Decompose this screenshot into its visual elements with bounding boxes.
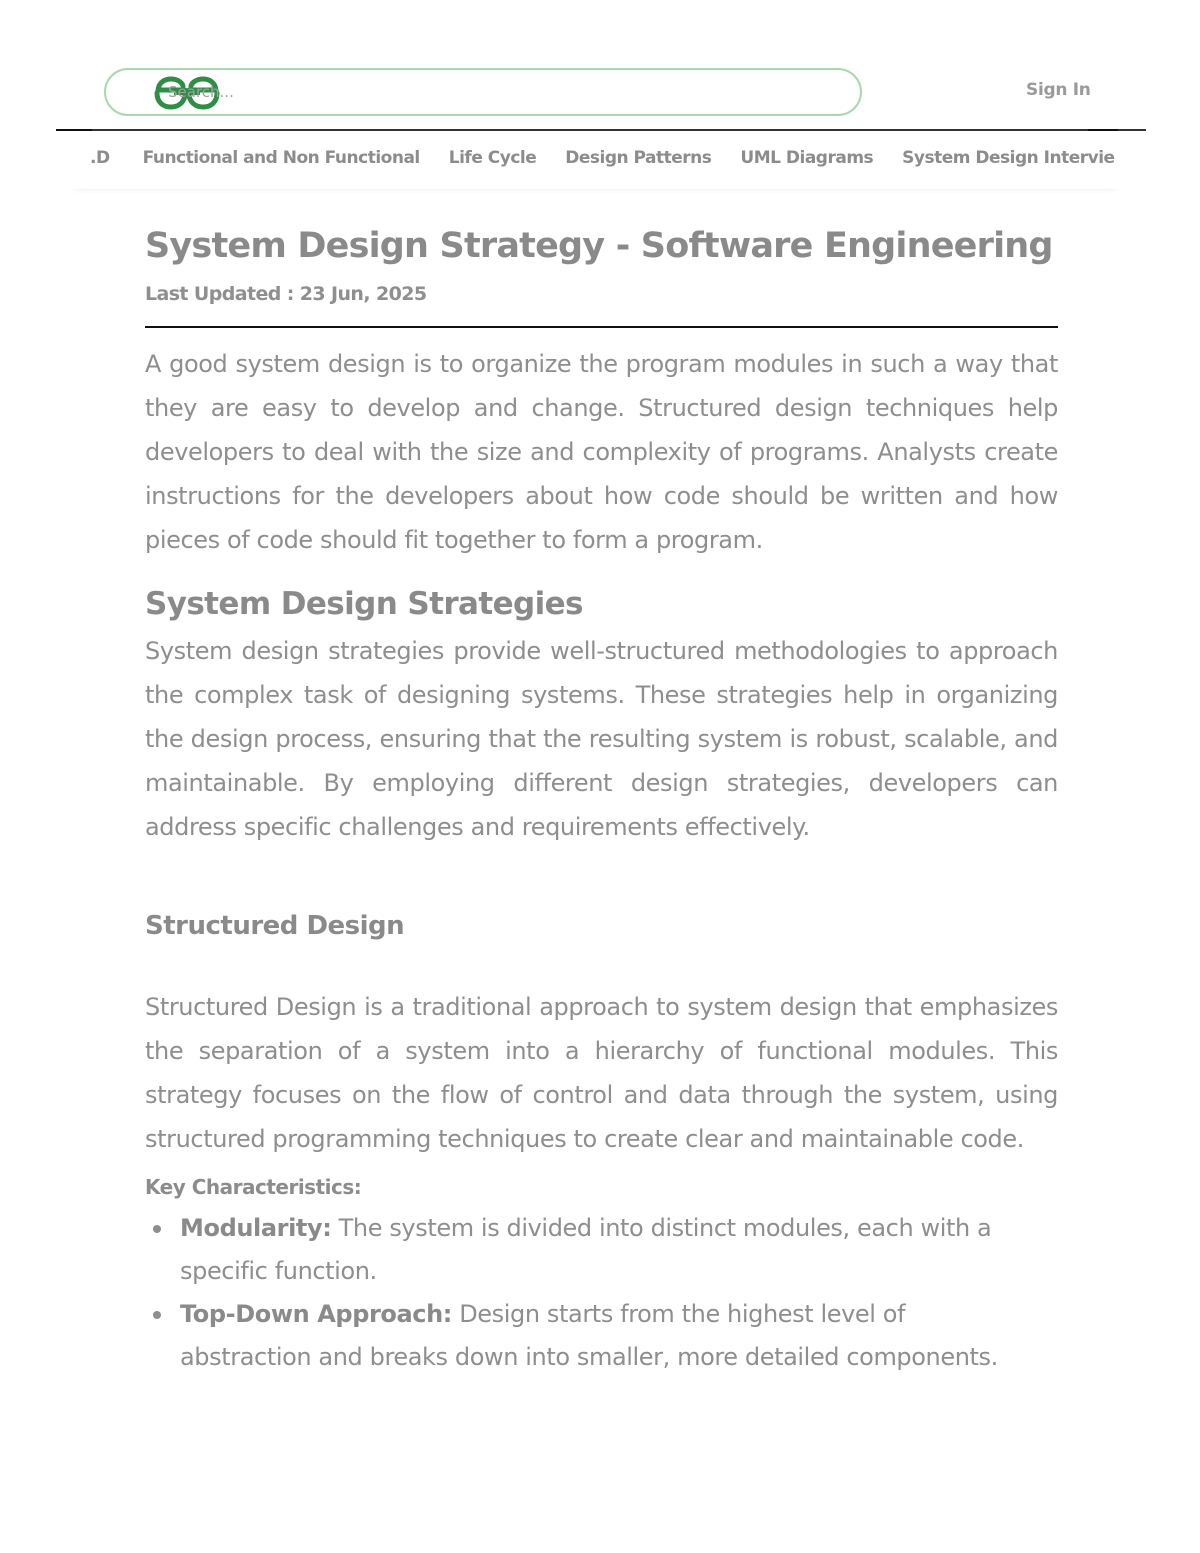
nav-item-life-cycle[interactable]: Life Cycle: [448, 148, 537, 168]
search-input[interactable]: [168, 80, 768, 104]
subsection-paragraph: Structured Design is a traditional approach to system design that emphasizes the separation of a system into a hierarchy of functional modules. This strategy focuses on the flow of control and data through the system, using structured programming techniques to create clear and maintainable code.: [145, 993, 1058, 1153]
bullet-text: The system is divided into distinct modules, each with a specific function.: [180, 1214, 992, 1285]
nav-item-system-design-interview[interactable]: System Design Intervie: [902, 148, 1115, 168]
last-updated-date: Last Updated : 23 Jun, 2025: [145, 283, 427, 305]
search-bar[interactable]: [104, 68, 862, 116]
bullet-term: Top-Down Approach:: [180, 1300, 452, 1328]
list-item: [145, 1207, 1058, 1293]
subsection-heading-structured-design: Structured Design: [145, 911, 405, 941]
section-heading-system-design-strategies: System Design Strategies: [145, 586, 583, 622]
nav-item-functional-nonfunctional[interactable]: Functional and Non Functional: [142, 148, 420, 168]
title-divider: [145, 326, 1058, 328]
bullet-icon: [153, 1311, 161, 1319]
site-header: [0, 0, 1200, 130]
page-title: System Design Strategy - Software Engineering: [145, 226, 1053, 266]
bullet-icon: [153, 1225, 161, 1233]
section-paragraph: System design strategies provide well-structured methodologies to approach the complex task of designing systems. These strategies help in organizing the design process, ensuring that the resulting system is robust, scalable, and maintainable. By employing different design strategies, developers can address specific challenges and requirements effectively.: [145, 637, 1058, 841]
bullet-text: Design starts from the highest level of abstraction and breaks down into smaller, more detailed components.: [180, 1300, 998, 1371]
nav-item-partial[interactable]: .D: [90, 148, 110, 168]
list-item: [145, 1293, 1058, 1379]
bullet-term: Modularity:: [180, 1214, 332, 1242]
topic-nav-track[interactable]: [90, 148, 1120, 168]
sign-in-link[interactable]: Sign In: [1026, 80, 1091, 100]
key-characteristics-list: [145, 1207, 1058, 1379]
article-content: [145, 220, 1058, 1379]
nav-item-uml-diagrams[interactable]: UML Diagrams: [740, 148, 874, 168]
nav-item-design-patterns[interactable]: Design Patterns: [565, 148, 712, 168]
key-characteristics-label: Key Characteristics:: [145, 1175, 362, 1199]
intro-paragraph: A good system design is to organize the program modules in such a way that they are easy to develop and change. Structured design techniques help developers to deal with the size and complexity of programs. Analysts create instructions for the developers about how code should be written and how pieces of code should fit together to form a program.: [145, 350, 1058, 554]
topic-nav-bar: [70, 131, 1120, 189]
